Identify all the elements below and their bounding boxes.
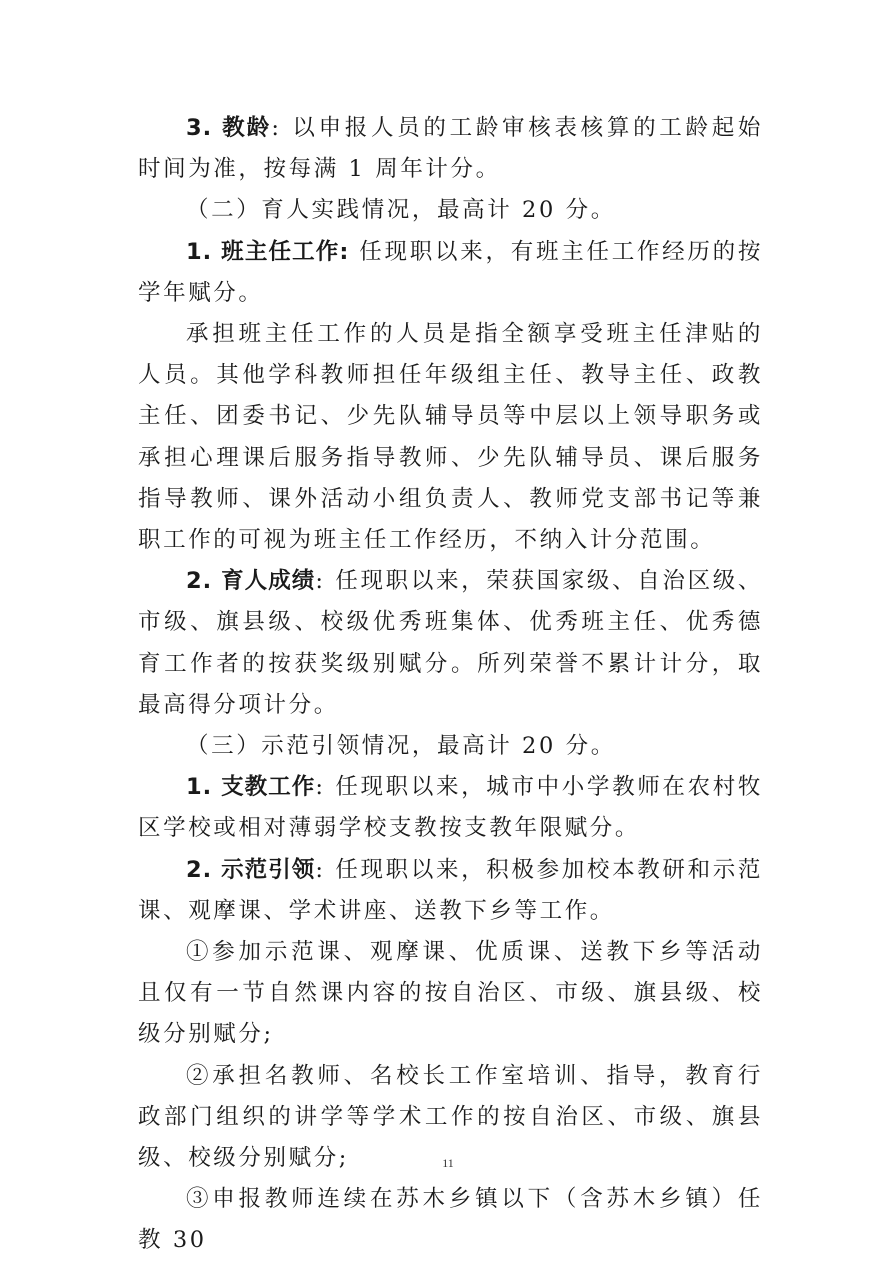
- paragraph-lead: 3. 教龄: [186, 115, 272, 141]
- paragraph-lead: 1. 支教工作: [186, 774, 316, 801]
- paragraph-text: ②承担名教师、名校长工作室培训、指导，教育行政部门组织的讲学等学术工作的按自治区、市级、旗县级、校级分别赋分;: [138, 1062, 763, 1172]
- list-item-3: [138, 1179, 763, 1261]
- paragraph-text: 承担班主任工作的人员是指全额享受班主任津贴的人员。其他学科教师担任年级组主任、教导主任、政教主任、团委书记、少先队辅导员等中层以上领导职务或承担心理课后服务指导教师、少先队辅导员、课后服务指导教师、课外活动小组负责人、教师党支部书记等兼职工作的可视为班主任工作经历，不纳入计分范围。: [138, 321, 763, 554]
- paragraph-text: ①参加示范课、观摩课、优质课、送教下乡等活动且仅有一节自然课内容的按自治区、市级、旗县级、校级分别赋分;: [138, 939, 763, 1048]
- paragraph-lead: 2. 育人成绩: [186, 568, 316, 595]
- paragraph-education-achievements: [138, 561, 763, 726]
- paragraph-text: : 任现职以来，城市中小学教师在农村牧区学校或相对薄弱学校支教按支教年限赋分。: [138, 774, 763, 842]
- paragraph-support-teaching: [138, 767, 763, 849]
- paragraph-text: ③申报教师连续在苏木乡镇以下（含苏木乡镇）任教 30: [138, 1186, 763, 1254]
- paragraph-text: : 任现职以来，积极参加校本教研和示范课、观摩课、学术讲座、送教下乡等工作。: [138, 856, 763, 924]
- page-number: 11: [442, 1156, 454, 1170]
- paragraph-text: （三）示范引领情况，最高计 20 分。: [186, 733, 616, 760]
- paragraph-lead: 1. 班主任工作:: [186, 238, 350, 265]
- document-page: [138, 108, 763, 1262]
- paragraph-text: 任现职以来，有班主任工作经历的按学年赋分。: [138, 238, 763, 306]
- paragraph-lead: 2. 示范引领: [186, 856, 316, 883]
- paragraph-text: （二）育人实践情况，最高计 20 分。: [186, 197, 616, 224]
- paragraph-text: : 以申报人员的工龄审核表核算的工龄起始时间为准，按每满 1 周年计分。: [138, 115, 763, 183]
- section-heading-demonstration: [138, 726, 763, 767]
- paragraph-text: : 任现职以来，荣获国家级、自治区级、市级、旗县级、校级优秀班集体、优秀班主任、优秀德育工作者的按获奖级别赋分。所列荣誉不累计计分，取最高得分项计分。: [138, 568, 763, 718]
- paragraph-teaching-years: [138, 108, 763, 190]
- paragraph-class-teacher-definition: [138, 314, 763, 561]
- paragraph-class-teacher-work: [138, 232, 763, 314]
- list-item-1: [138, 932, 763, 1056]
- section-heading-education-practice: [138, 190, 763, 231]
- paragraph-demonstration-lead: [138, 850, 763, 932]
